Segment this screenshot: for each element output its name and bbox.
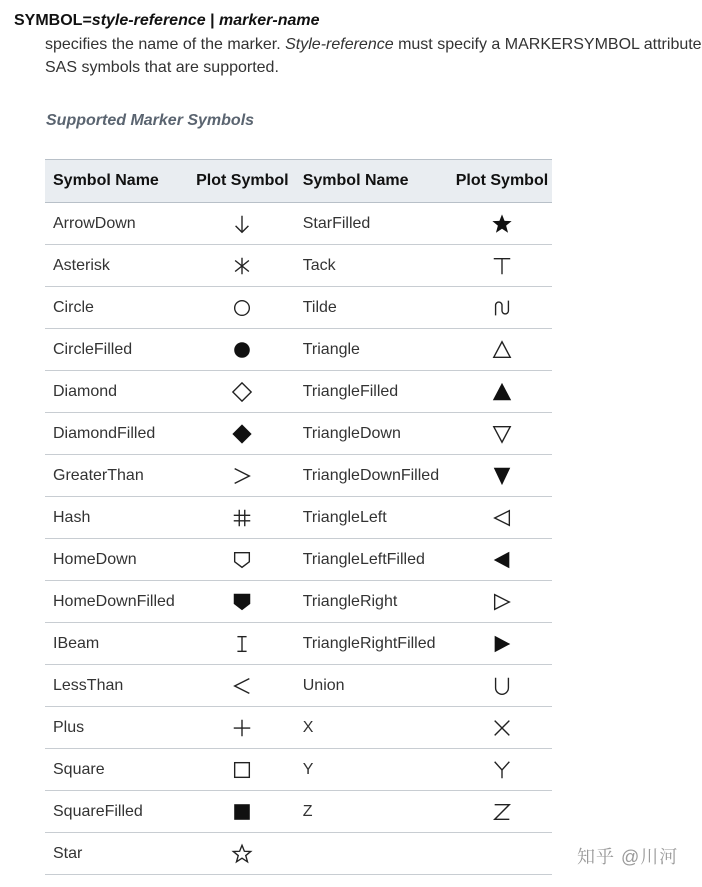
symbol-name-cell: GreaterThan — [45, 455, 190, 497]
plot-symbol-cell — [190, 329, 295, 371]
symbol-name-cell: Union — [295, 665, 452, 707]
symbol-name-cell: Circle — [45, 287, 190, 329]
square-filled-icon — [231, 801, 253, 823]
table-header-row — [45, 160, 552, 203]
symbol-name-cell: Y — [295, 749, 452, 791]
table-row — [45, 329, 552, 371]
plot-symbol-cell — [190, 497, 295, 539]
table-row — [45, 371, 552, 413]
home-down-icon — [231, 549, 253, 571]
triangle-down-filled-icon — [491, 465, 513, 487]
arrow-down-icon — [231, 213, 253, 235]
symbol-name-cell: HomeDown — [45, 539, 190, 581]
triangle-filled-icon — [491, 381, 513, 403]
marker-symbols-table — [45, 159, 552, 875]
symbol-name-cell: TriangleLeftFilled — [295, 539, 452, 581]
plot-symbol-cell — [190, 749, 295, 791]
header-plot-symbol-1: Plot Symbol — [190, 160, 295, 203]
plus-icon — [231, 717, 253, 739]
table-row — [45, 665, 552, 707]
table-row — [45, 287, 552, 329]
symbol-name-cell: TriangleFilled — [295, 371, 452, 413]
description-line-1: specifies the name of the marker. Style-reference must specify a MARKERSYMBOL attribute — [45, 36, 702, 53]
circle-filled-icon — [231, 339, 253, 361]
triangle-left-filled-icon — [491, 549, 513, 571]
plot-symbol-cell — [190, 413, 295, 455]
syntax-keyword: SYMBOL= — [14, 12, 92, 29]
watermark-text: 知乎 @川河 — [577, 847, 679, 867]
union-icon — [491, 675, 513, 697]
tilde-icon — [491, 297, 513, 319]
symbol-name-cell: Plus — [45, 707, 190, 749]
plot-symbol-cell — [452, 833, 552, 875]
symbol-name-cell: TriangleDownFilled — [295, 455, 452, 497]
triangle-icon — [491, 339, 513, 361]
table-row — [45, 455, 552, 497]
plot-symbol-cell — [190, 665, 295, 707]
symbol-name-cell: TriangleDown — [295, 413, 452, 455]
symbol-name-cell: SquareFilled — [45, 791, 190, 833]
plot-symbol-cell — [452, 413, 552, 455]
description — [45, 33, 702, 79]
triangle-right-filled-icon — [491, 633, 513, 655]
triangle-right-icon — [491, 591, 513, 613]
table-row — [45, 749, 552, 791]
table-row — [45, 413, 552, 455]
syntax-arg1: style-reference — [91, 12, 206, 29]
plot-symbol-cell — [452, 287, 552, 329]
symbol-name-cell: DiamondFilled — [45, 413, 190, 455]
plot-symbol-cell — [452, 329, 552, 371]
symbol-name-cell: ArrowDown — [45, 203, 190, 245]
plot-symbol-cell — [452, 665, 552, 707]
plot-symbol-cell — [452, 707, 552, 749]
star-icon — [231, 843, 253, 865]
table-row — [45, 497, 552, 539]
symbol-name-cell: X — [295, 707, 452, 749]
diamond-icon — [231, 381, 253, 403]
greater-than-icon — [231, 465, 253, 487]
plot-symbol-cell — [452, 455, 552, 497]
symbol-name-cell: Star — [45, 833, 190, 875]
plot-symbol-cell — [190, 455, 295, 497]
tack-icon — [491, 255, 513, 277]
symbol-name-cell: HomeDownFilled — [45, 581, 190, 623]
square-icon — [231, 759, 253, 781]
diamond-filled-icon — [231, 423, 253, 445]
table-row — [45, 707, 552, 749]
syntax-line — [14, 12, 320, 30]
symbol-name-cell: TriangleLeft — [295, 497, 452, 539]
ibeam-icon — [231, 633, 253, 655]
symbol-name-cell: Hash — [45, 497, 190, 539]
plot-symbol-cell — [452, 623, 552, 665]
symbol-name-cell: Asterisk — [45, 245, 190, 287]
table-caption: Supported Marker Symbols — [46, 112, 255, 129]
symbol-name-cell: TriangleRight — [295, 581, 452, 623]
plot-symbol-cell — [452, 539, 552, 581]
circle-icon — [231, 297, 253, 319]
table-row — [45, 581, 552, 623]
plot-symbol-cell — [190, 833, 295, 875]
z-icon — [491, 801, 513, 823]
table-row — [45, 203, 552, 245]
triangle-left-icon — [491, 507, 513, 529]
symbol-name-cell: CircleFilled — [45, 329, 190, 371]
hash-icon — [231, 507, 253, 529]
plot-symbol-cell — [190, 581, 295, 623]
plot-symbol-cell — [190, 245, 295, 287]
symbol-name-cell: Square — [45, 749, 190, 791]
symbol-name-cell: Diamond — [45, 371, 190, 413]
symbol-name-cell: LessThan — [45, 665, 190, 707]
table-body — [45, 203, 552, 875]
table-row — [45, 623, 552, 665]
plot-symbol-cell — [452, 245, 552, 287]
symbol-name-cell: Tack — [295, 245, 452, 287]
plot-symbol-cell — [190, 203, 295, 245]
plot-symbol-cell — [452, 497, 552, 539]
header-symbol-name-2: Symbol Name — [295, 160, 452, 203]
plot-symbol-cell — [190, 539, 295, 581]
plot-symbol-cell — [452, 203, 552, 245]
plot-symbol-cell — [452, 749, 552, 791]
asterisk-icon — [231, 255, 253, 277]
symbol-name-cell — [295, 833, 452, 875]
y-icon — [491, 759, 513, 781]
symbol-name-cell: Tilde — [295, 287, 452, 329]
syntax-arg2: marker-name — [219, 12, 320, 29]
table-row — [45, 539, 552, 581]
plot-symbol-cell — [190, 791, 295, 833]
symbol-name-cell: Z — [295, 791, 452, 833]
symbol-name-cell: IBeam — [45, 623, 190, 665]
plot-symbol-cell — [190, 287, 295, 329]
description-line-2: SAS symbols that are supported. — [45, 59, 279, 76]
table-row — [45, 833, 552, 875]
plot-symbol-cell — [190, 623, 295, 665]
header-symbol-name-1: Symbol Name — [45, 160, 190, 203]
table-row — [45, 791, 552, 833]
home-down-filled-icon — [231, 591, 253, 613]
header-plot-symbol-2: Plot Symbol — [452, 160, 552, 203]
syntax-separator: | — [205, 12, 220, 29]
symbol-name-cell: TriangleRightFilled — [295, 623, 452, 665]
symbol-name-cell: StarFilled — [295, 203, 452, 245]
plot-symbol-cell — [452, 581, 552, 623]
table-row — [45, 245, 552, 287]
less-than-icon — [231, 675, 253, 697]
plot-symbol-cell — [452, 371, 552, 413]
symbol-name-cell: Triangle — [295, 329, 452, 371]
x-icon — [491, 717, 513, 739]
plot-symbol-cell — [190, 707, 295, 749]
plot-symbol-cell — [452, 791, 552, 833]
triangle-down-icon — [491, 423, 513, 445]
plot-symbol-cell — [190, 371, 295, 413]
star-filled-icon — [491, 213, 513, 235]
